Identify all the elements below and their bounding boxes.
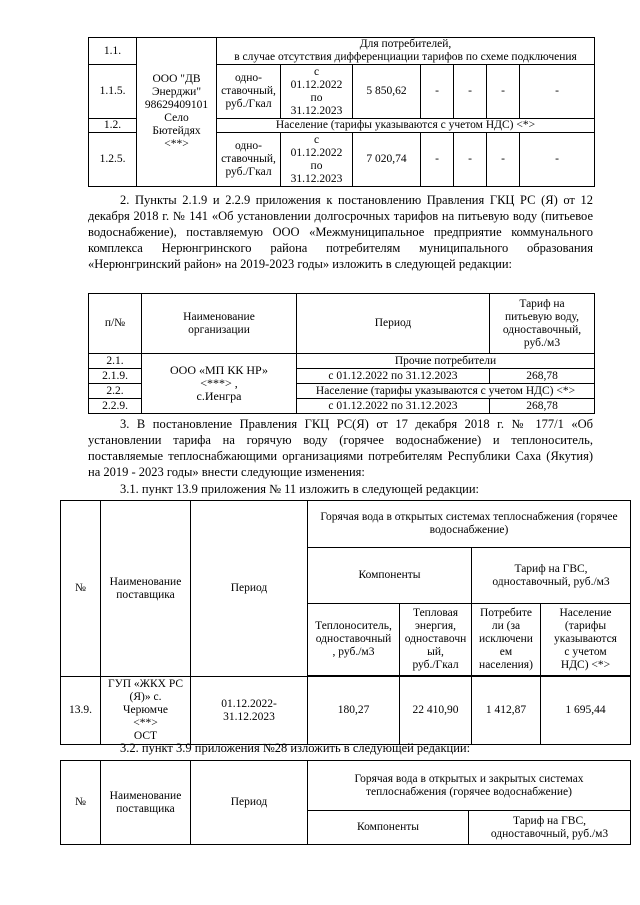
tariff-value: 268,78 — [490, 369, 595, 384]
hot-water-table-2 — [60, 760, 631, 845]
header-heat-carrier: Теплоноситель, одноставочный , руб./м3 — [308, 604, 400, 676]
empty-cell: - — [454, 133, 487, 187]
section-header: Для потребителей, в случае отсутствия дифференциации тарифов по схеме подключения — [217, 38, 595, 65]
row-number: 1.1.5. — [89, 65, 137, 119]
heat-energy-value: 22 410,90 — [400, 677, 472, 745]
hot-water-table — [60, 500, 631, 745]
population-value: 1 695,44 — [541, 677, 631, 745]
tariff-table-water — [88, 293, 595, 414]
empty-cell: - — [487, 65, 520, 119]
table-header — [61, 761, 631, 811]
paragraph-text: 3. В постановление Правления ГКЦ РС(Я) от 17 декабря 2018 г. № 177/1 «Об установлении тарифа на горячую воду (горячее водоснабжение) и теплоноситель, поставляемые теплоснабжающими организациями потребителям Республики Саха (Якутия) на 2019 - 2023 годы» внести следующие изменения: — [88, 417, 593, 479]
tariff-period: 01.12.2022- 31.12.2023 — [191, 677, 308, 745]
row-number: 2.2.9. — [89, 399, 142, 414]
paragraph-text: 2. Пункты 2.1.9 и 2.2.9 приложения к постановлению Правления ГКЦ РС (Я) от 12 декабря 2018 г. № 141 «Об установлении долгосрочных тарифов на питьевую воду (питьевое водоснабжение), поставляемую ООО «Межмуниципальное предприятие коммунального комплекса Нерюнгринского района потребителям муниципального образования «Нерюнгринский район» на 2019-2023 годы» изложить в следующей редакции: — [88, 193, 593, 271]
empty-cell: - — [487, 133, 520, 187]
row-number: 1.2. — [89, 119, 137, 133]
tariff-period: с 01.12.2022 по 31.12.2023 — [297, 399, 490, 414]
header-tariff: Тариф на питьевую воду, одноставочный, руб./м3 — [490, 294, 595, 354]
tariff-type: одно- ставочный, руб./Гкал — [217, 133, 281, 187]
organization-name: ООО "ДВ Энерджи" 98629409101 Село Бютейдях <**> — [137, 38, 217, 187]
row-number: 13.9. — [61, 677, 101, 745]
tariff-value: 268,78 — [490, 399, 595, 414]
consumers-value: 1 412,87 — [472, 677, 541, 745]
empty-cell: - — [520, 133, 595, 187]
row-number: 2.2. — [89, 384, 142, 399]
row-number: 2.1.9. — [89, 369, 142, 384]
header-supplier: Наименование поставщика — [101, 761, 191, 845]
header-number: п/№ — [89, 294, 142, 354]
section-header: Население (тарифы указываются с учетом НДС) <*> — [297, 384, 595, 399]
header-supplier: Наименование поставщика — [101, 501, 191, 677]
table-row — [89, 38, 595, 65]
tariff-table-heat — [88, 37, 595, 187]
row-number: 1.2.5. — [89, 133, 137, 187]
empty-cell: - — [421, 65, 454, 119]
header-tariff: Тариф на ГВС, одноставочный, руб./м3 — [472, 548, 631, 604]
row-number: 1.1. — [89, 38, 137, 65]
tariff-value: 5 850,62 — [353, 65, 421, 119]
header-consumers: Потребите ли (за исключени ем населения) — [472, 604, 541, 676]
header-number: № — [61, 761, 101, 845]
header-number: № — [61, 501, 101, 677]
header-period: Период — [191, 761, 308, 845]
section-header: Население (тарифы указываются с учетом НДС) <*> — [217, 119, 595, 133]
header-period: Период — [191, 501, 308, 677]
tariff-period: с 01.12.2022 по 31.12.2023 — [297, 369, 490, 384]
paragraph-3 — [88, 416, 593, 480]
heat-carrier-value: 180,27 — [308, 677, 400, 745]
header-components: Компоненты — [308, 811, 469, 845]
tariff-value: 7 020,74 — [353, 133, 421, 187]
section-header: Прочие потребители — [297, 354, 595, 369]
header-period: Период — [297, 294, 490, 354]
tariff-period: с 01.12.2022 по 31.12.2023 — [281, 133, 353, 187]
empty-cell: - — [421, 133, 454, 187]
paragraph-3-2 — [120, 740, 600, 756]
header-organization: Наименование организации — [142, 294, 297, 354]
supplier-name: ГУП «ЖКХ РС (Я)» с. Черюмче <**> ОСТ — [101, 677, 191, 745]
table-row — [89, 354, 595, 369]
header-hot-water: Горячая вода в открытых системах теплоснабжения (горячее водоснабжение) — [308, 501, 631, 548]
row-number: 2.1. — [89, 354, 142, 369]
table-header — [61, 501, 631, 548]
table-row — [61, 677, 631, 745]
paragraph-text: 3.2. пункт 3.9 приложения №28 изложить в следующей редакции: — [120, 741, 471, 755]
paragraph-2 — [88, 192, 593, 272]
tariff-period: с 01.12.2022 по 31.12.2023 — [281, 65, 353, 119]
tariff-type: одно- ставочный, руб./Гкал — [217, 65, 281, 119]
empty-cell: - — [520, 65, 595, 119]
header-hot-water: Горячая вода в открытых и закрытых системах теплоснабжения (горячее водоснабжение) — [308, 761, 631, 811]
header-population: Население (тарифы указываются с учетом НДС) <*> — [541, 604, 631, 676]
paragraph-3-1 — [120, 481, 600, 497]
header-tariff: Тариф на ГВС, одноставочный, руб./м3 — [469, 811, 631, 845]
paragraph-text: 3.1. пункт 13.9 приложения № 11 изложить в следующей редакции: — [120, 482, 479, 496]
organization-name: ООО «МП КК НР» <***> , с.Иенгра — [142, 354, 297, 414]
table-header — [89, 294, 595, 354]
header-components: Компоненты — [308, 548, 472, 604]
header-heat-energy: Тепловая энергия, одноставочн ый, руб./Гкал — [400, 604, 472, 676]
empty-cell: - — [454, 65, 487, 119]
